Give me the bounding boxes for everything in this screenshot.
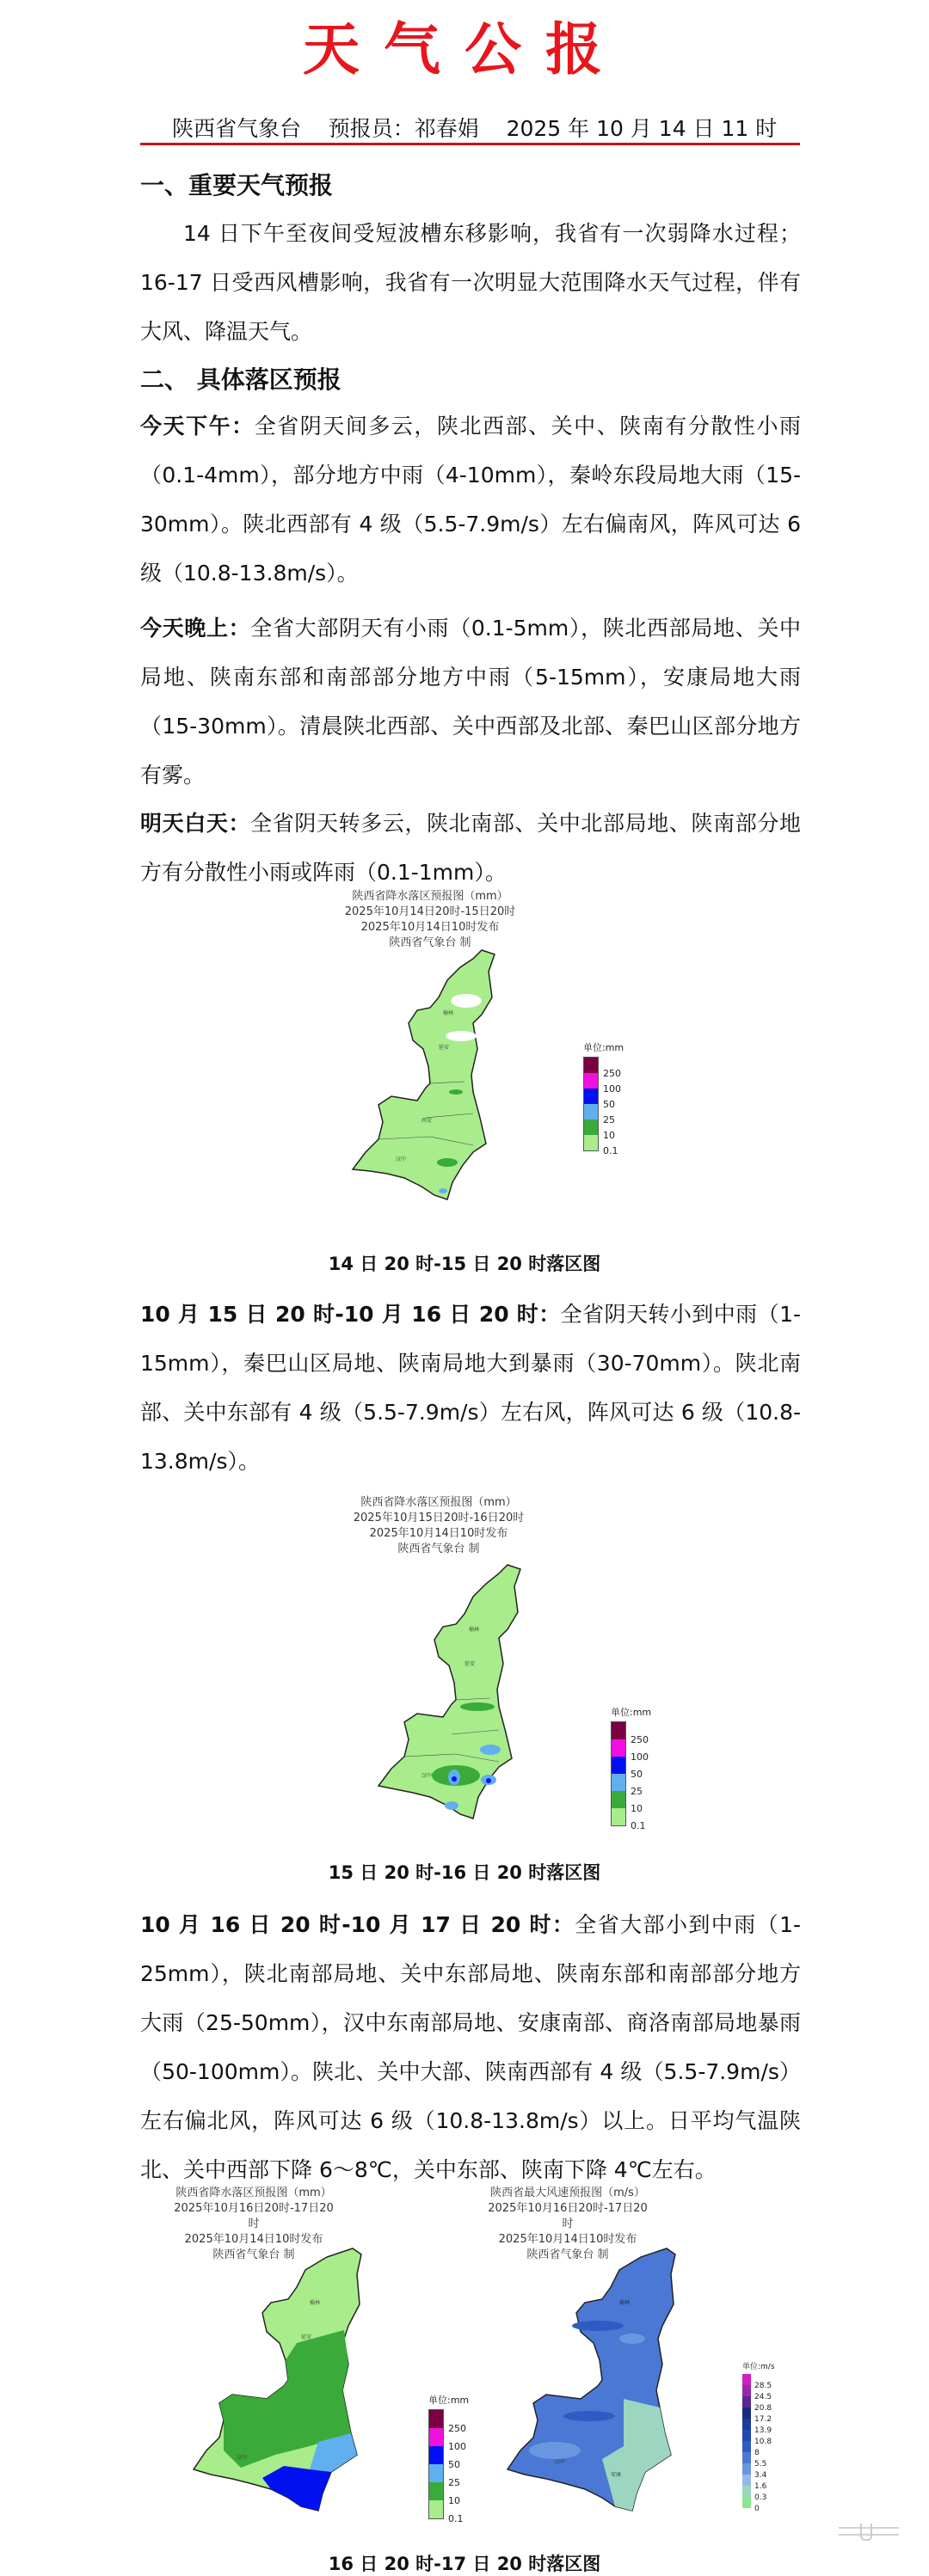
svg-text:安康: 安康 <box>611 2472 622 2478</box>
precip-map-1 <box>327 886 671 1212</box>
wind-legend <box>742 2360 794 2524</box>
forecast-text: 全省大部小到中雨（1-25mm），陕北南部局地、关中东部局地、陕南东部和南部部分地方大雨（25-50mm），汉中东南部局地、安康南部、商洛南部局地暴雨（50-100mm）。陕北、关中大部、陕南西部有 4 级（5.5-7.9m/s）左右偏北风，阵风可达 6 级（10.8-13.8m/s）以上。日平均气温陕北、关中西部下降 6～8℃，关中东部、陕南下降 4℃左右。 <box>140 1912 801 2182</box>
svg-text:榆林: 榆林 <box>619 2300 631 2306</box>
map-issued: 2025年10月14日10时发布 <box>498 2233 637 2246</box>
map-issued: 2025年10月14日10时发布 <box>184 2233 323 2246</box>
map-maker: 陕西省气象台 制 <box>397 1543 480 1555</box>
forecast-label: 10 月 16 日 20 时-10 月 17 日 20 时： <box>140 1912 575 1937</box>
svg-text:汉中: 汉中 <box>421 1773 433 1779</box>
forecast-tomorrow-day <box>140 799 801 897</box>
forecast-text: 全省阴天转多云，陕北南部、关中北部局地、陕南部分地方有分散性小雨或阵雨（0.1-1mm）。 <box>140 811 801 885</box>
precip-map-2 <box>327 1492 671 1844</box>
legend-unit: 单位:mm <box>428 2395 470 2406</box>
svg-text:延安: 延安 <box>464 1661 476 1667</box>
map-period: 2025年10月16日20时-17日20时 <box>174 2202 334 2230</box>
shaanxi-map-shape <box>503 2244 710 2519</box>
map-maker: 陕西省气象台 制 <box>389 936 471 949</box>
rain-legend <box>611 1705 671 1834</box>
svg-text:汉中: 汉中 <box>555 2459 566 2465</box>
forecast-text: 全省阴天转小到中雨（1-15mm），秦巴山区局地、陕南局地大到暴雨（30-70mm）。陕北南部、关中东部有 4 级（5.5-7.9m/s）左右风，阵风可达 6 级（10.8-13.8m/s）。 <box>140 1302 801 1474</box>
svg-text:西安: 西安 <box>421 1118 433 1124</box>
legend-unit: 单位:mm <box>583 1042 624 1053</box>
svg-text:榆林: 榆林 <box>469 1627 480 1633</box>
map-maker: 陕西省气象台 制 <box>212 2248 295 2261</box>
bulletin-title: 天气公报 <box>303 16 626 83</box>
forecast-tonight <box>140 604 801 800</box>
forecast-period-2 <box>140 1290 801 1486</box>
forecast-label: 今天晚上： <box>140 616 251 641</box>
forecast-label: 今天下午： <box>140 414 255 439</box>
map-period: 2025年10月14日20时-15日20时 <box>344 905 516 918</box>
map-period: 2025年10月15日20时-16日20时 <box>353 1512 525 1524</box>
svg-text:延安: 延安 <box>439 1045 450 1051</box>
legend-unit: 单位:m/s <box>742 2363 775 2371</box>
map-title: 陕西省降水落区预报图（mm） <box>175 2187 332 2199</box>
map-header <box>353 1495 525 1557</box>
header-divider <box>140 143 800 145</box>
legend-swatches: 250 100 50 25 10 0.1 <box>583 1057 599 1151</box>
map-1-caption: 14 日 20 时-15 日 20 时落区图 <box>328 1254 601 1274</box>
rain-legend <box>428 2393 480 2522</box>
legend-swatches: 250 100 50 25 10 0.1 <box>611 1721 626 1826</box>
forecast-text: 全省大部阴天有小雨（0.1-5mm），陕北西部局地、关中局地、陕南东部和南部部分地方中雨（5-15mm），安康局地大雨（15-30mm）。清晨陕北西部、关中西部及北部、秦巴山区部分地方有雾。 <box>140 616 801 788</box>
map-maker: 陕西省气象台 制 <box>526 2248 609 2261</box>
wind-map <box>477 2184 804 2528</box>
section-important-body: 14 日下午至夜间受短波槽东移影响，我省有一次弱降水过程；16-17 日受西风槽影响，我省有一次明显大范围降水天气过程，伴有大风、降温天气。 <box>140 221 801 344</box>
shaanxi-map-shape <box>344 946 551 1212</box>
shaanxi-map-shape <box>370 1561 576 1836</box>
map-issued: 2025年10月14日10时发布 <box>360 921 500 934</box>
legend-swatches: 28.5 24.5 20.8 17.2 13.9 10.8 8 5.5 3.4 1.6 0.3 0 <box>742 2374 751 2508</box>
legend-unit: 单位:mm <box>611 1707 652 1718</box>
svg-text:汉中: 汉中 <box>237 2455 248 2461</box>
combined-maps-caption: 16 日 20 时-17 日 20 时落区图 <box>328 2554 601 2574</box>
map-title: 陕西省最大风速预报图（m/s） <box>490 2187 645 2199</box>
issuer-byline: 陕西省气象台 预报员：祁春娟 2025 年 10 月 14 日 11 时 <box>172 116 778 141</box>
rain-legend <box>583 1040 643 1169</box>
forecast-label: 10 月 15 日 20 时-10 月 16 日 20 时： <box>140 1302 561 1327</box>
forecast-today-afternoon <box>140 402 801 598</box>
section-heading-detailed: 二、 具体落区预报 <box>140 365 341 394</box>
forecast-label: 明天白天： <box>140 811 251 836</box>
svg-text:榆林: 榆林 <box>310 2300 321 2306</box>
shaanxi-map-shape <box>189 2244 396 2519</box>
map-title: 陕西省降水落区预报图（mm） <box>360 1496 517 1509</box>
map-header <box>327 889 533 951</box>
map-period: 2025年10月16日20时-17日20时 <box>488 2202 648 2230</box>
map-2-caption: 15 日 20 时-16 日 20 时落区图 <box>328 1862 601 1883</box>
map-title: 陕西省降水落区预报图（mm） <box>352 890 508 903</box>
map-issued: 2025年10月14日10时发布 <box>369 1527 508 1540</box>
svg-text:汉中: 汉中 <box>396 1156 407 1162</box>
watermark-icon <box>839 2524 899 2541</box>
legend-swatches: 250 100 50 25 10 0.1 <box>428 2409 444 2519</box>
forecast-period-3 <box>140 1900 801 2194</box>
svg-text:榆林: 榆林 <box>443 1010 454 1016</box>
precip-map-3 <box>155 2184 482 2528</box>
svg-text:延安: 延安 <box>301 2334 312 2340</box>
section-heading-important: 一、重要天气预报 <box>140 171 334 199</box>
forecast-text: 全省阴天间多云，陕北西部、关中、陕南有分散性小雨（0.1-4mm），部分地方中雨（4-10mm），秦岭东段局地大雨（15-30mm）。陕北西部有 4 级（5.5-7.9m/s）左右偏南风，阵风可达 6 级（10.8-13.8m/s）。 <box>140 414 801 586</box>
